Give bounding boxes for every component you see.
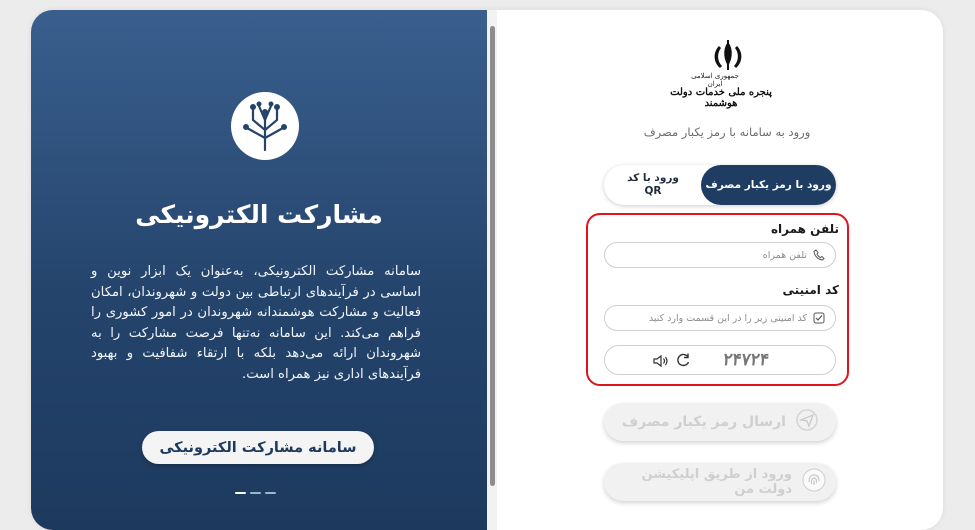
- portal-name: پنجره ملی خدمات دولت هوشمند: [670, 87, 772, 109]
- send-otp-label: ارسال رمز یکبار مصرف: [622, 414, 786, 430]
- login-subtitle: ورود به سامانه با رمز یکبار مصرف: [643, 125, 811, 139]
- scrollbar-thumb[interactable]: [490, 26, 495, 486]
- slide-indicators: [235, 492, 276, 494]
- security-code-label: کد امنیتی: [782, 283, 839, 297]
- phone-placeholder: تلفن همراه: [762, 249, 807, 261]
- send-otp-button[interactable]: [604, 403, 836, 441]
- captcha-box: [604, 345, 836, 375]
- dolat-man-login-label: ورود از طریق اپلیکیشن دولت من: [641, 467, 792, 497]
- login-panel: [497, 10, 943, 530]
- dolat-man-login-button[interactable]: [604, 463, 836, 501]
- slide-dot[interactable]: [265, 492, 276, 494]
- login-method-tabs: [604, 165, 836, 205]
- speaker-icon[interactable]: [653, 353, 669, 372]
- phone-field[interactable]: [604, 242, 836, 268]
- slide-dot[interactable]: [250, 492, 261, 494]
- refresh-icon[interactable]: [675, 352, 691, 372]
- checkbox-icon: [813, 309, 825, 328]
- send-icon: [796, 409, 818, 435]
- tree-circuit-icon: [209, 70, 321, 182]
- security-code-placeholder: کد امنیتی زیر را در این قسمت وارد کنید: [648, 312, 807, 324]
- fingerprint-icon: [802, 468, 826, 496]
- e-participation-button[interactable]: سامانه مشارکت الکترونیکی: [142, 431, 374, 464]
- phone-icon: [813, 246, 825, 265]
- panel-description: سامانه مشارکت الکترونیکی، به‌عنوان یک ابزار نوین و اساسی در فرآیندهای ارتباطی بین دولت و شهروندان، امکان فعالیت و مشارکت هوشمندانه شهروندان در امور کشوری را فراهم می‌کند. این سامانه نه‌تنها فرصت مشارکت را به شهروندان ارائه می‌دهد بلکه با ارتقاء شفافیت و بهبود فرآیندهای اداری نیز همراه است.: [91, 264, 421, 382]
- tab-otp-login[interactable]: ورود با رمز یکبار مصرف: [701, 165, 836, 205]
- security-code-field[interactable]: [604, 305, 836, 331]
- phone-label: تلفن همراه: [770, 222, 839, 236]
- info-panel: [31, 10, 487, 530]
- captcha-image: ۲۴۷۲۴: [721, 350, 771, 370]
- e-participation-emblem: [209, 70, 321, 182]
- tab-qr-login[interactable]: ورود با کد QR: [627, 172, 679, 197]
- republic-name: جمهوری اسلامی ایران: [691, 72, 739, 88]
- panel-title: مشارکت الکترونیکی: [135, 200, 383, 229]
- login-card: [31, 10, 943, 530]
- slide-dot-active[interactable]: [235, 492, 246, 494]
